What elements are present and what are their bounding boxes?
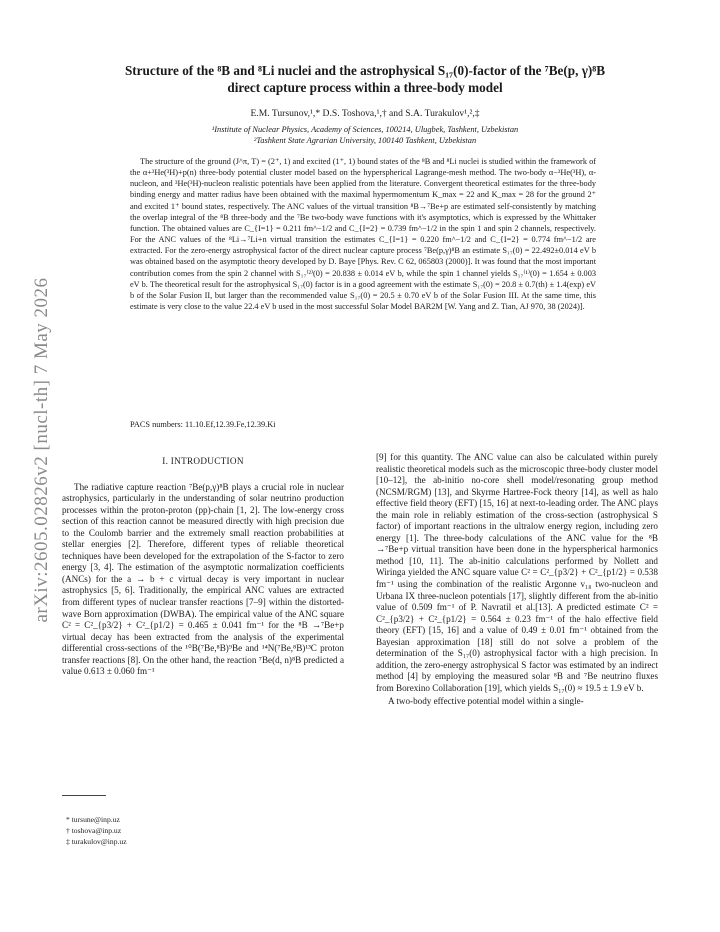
left-column <box>62 452 344 678</box>
title-line-2: direct capture process within a three-body model <box>227 80 503 95</box>
section-heading: I. INTRODUCTION <box>162 456 244 466</box>
pacs-numbers: PACS numbers: 11.10.Ef,12.39.Fe,12.39.Ki <box>130 420 276 429</box>
abstract: The structure of the ground (J^π, T) = (2⁺, 1) and excited (1⁺, 1) bound states of the ⁸B and ⁸Li nuclei is studied within the framework of the α+³He(³H)+p(n) three-body potential cluster model based on the hyperspherical Lagrange-mesh method. The two-body α−³He(³H), α-nucleon, and ³He(³H)-nucleon realistic potentials have been applied from the literature. Convergent theoretical estimates for the three-body binding energy and matter radius have been obtained with the maximal hypermomentum K_max = 22 and K_max = 28 for the ground 2⁺ and excited 1⁺ bound states, respectively. The ANC values of the virtual transition ⁸B→⁷Be+p are estimated self-consistently by matching the overlap integral of the ⁸B three-body and the ⁷Be two-body wave functions with it's asymptotics, which is expressed by the Whittaker function. The obtained values are C_{I=1} = 0.211 fm^−1/2 and C_{I=2} = 0.739 fm^−1/2 in the spin 1 and spin 2 channels, respectively. For the ANC values of the ⁸Li→⁷Li+n virtual transition the estimates C_{I=1} = 0.220 fm^−1/2 and C_{I=2} = 0.774 fm^−1/2 are extracted. For the zero-energy astrophysical factor of the direct nuclear capture process ⁷Be(p,γ)⁸B an estimate S₁₇(0) = 22.492±0.014 eV b was obtained based on the asymptotic theory developed by D. Baye [Phys. Rev. C 62, 065803 (2000)]. It was found that the most important contribution comes from the spin 2 channel with S₁₇⁽²⁾(0) = 20.838 ± 0.014 eV b, while the spin 1 channel yields S₁₇⁽¹⁾(0) = 1.654 ± 0.003 eV b. The theoretical result for the astrophysical S₁₇(0) factor is in a good agreement with the estimate S₁₇(0) = 20.8 ± 0.7(th) ± 1.4(exp) eV b of the Solar Fusion II, but larger than the recommended value S₁₇(0) = 20.5 ± 0.70 eV b of the Solar Fusion III. At the same time, this estimate is very close to the value 22.4 eV b used in the most successful Solar Model BAR2M [W. Yang and Z. Tian, AJ 970, 38 (2024)]. <box>130 157 596 312</box>
arxiv-sidebar-stamp <box>22 240 62 660</box>
footnote-rule <box>62 795 106 796</box>
footnote-email: * tursune@inp.uz <box>66 815 120 824</box>
affiliation-2: ²Tashkent State Agrarian University, 100140 Tashkent, Uzbekistan <box>253 136 477 145</box>
author-list: E.M. Tursunov,¹,* D.S. Toshova,¹,† and S.A. Turakulov¹,²,‡ <box>250 108 480 119</box>
paragraph: [9] for this quantity. The ANC value can also be calculated within purely realistic theoretical models such as the microscopic three-body cluster model [10–12], the ab-initio no-core shell model/resonating group method (NCSM/RGM) [13], and Skyrme Hartree-Fock theory [14], as well as halo effective field theory (EFT) [15, 16] at next-to-leading order. The ANC plays the main role in reliably estimation of the cross-section (astrophysical S factor) of important reactions in the ultralow energy region, including zero energy [1]. The three-body calculations of the ANC value for the ⁸B →⁷Be+p virtual transition have been done in the hyperspherical harmonics method [10, 11]. The ab-initio calculations performed by Nollett and Wiringa yielded the ANC square value C² = C²_{p3/2} + C²_{p1/2} = 0.538 fm⁻¹ using the combination of the realistic Argonne v₁₈ two-nucleon and Urbana IX three-nucleon potentials [17], slightly different from the ab-initio value of 0.509 fm⁻¹ of P. Navratil et al.[13]. A predicted estimate C² = C²_{p3/2} + C²_{p1/2} = 0.564 ± 0.23 fm⁻¹ of the halo effective field theory (EFT) [15, 16] and a value of 0.49 ± 0.01 fm⁻¹ obtained from the Bayesian approximation [18] still do not solve a problem of the determination of the S₁₇(0) astrophysical factor with a high precision. In addition, the zero-energy astrophysical S factor was estimated by an indirect method [4] by employing the measured solar ⁸B and ⁷Be neutrino fluxes from Borexino Collaboration [19], which yields S₁₇(0) ≈ 19.5 ± 1.9 eV b. <box>376 452 658 693</box>
paragraph: A two-body effective potential model within a single- <box>388 696 584 707</box>
footnote-email: † toshova@inp.uz <box>66 825 122 835</box>
footnote-email: ‡ turakulov@inp.uz <box>66 836 127 846</box>
arxiv-identifier: arXiv:2605.02826v2 [nucl-th] 7 May 2026 <box>31 277 52 623</box>
footnotes <box>66 815 316 847</box>
paper-title <box>60 62 670 96</box>
title-line-1: Structure of the ⁸B and ⁸Li nuclei and the astrophysical S₁₇(0)-factor of the ⁷Be(p, γ)⁸B <box>124 63 606 78</box>
paragraph: The radiative capture reaction ⁷Be(p,γ)⁸B plays a crucial role in nuclear astrophysics, particularly in the understanding of solar neutrino production processes within the proton-proton (pp)-chain [1, 2]. The low-energy cross section of this reaction cannot be measured directly with high precision due to the Coulomb barrier and the extremely small reaction probabilities at stellar energies [2]. Therefore, different types of reliable theoretical techniques have been developed for the extrapolation of the S-factor to zero energy [3, 4]. The estimation of the asymptotic normalization coefficients (ANCs) for the a → b + c virtual decay is very important in nuclear astrophysics [5, 6]. Traditionally, the empirical ANC values are extracted from different types of nuclear transfer reactions [7–9] within the distorted-wave Born approximation (DWBA). The empirical value of the ANC square C² = C²_{p3/2} + C²_{p1/2} = 0.465 ± 0.041 fm⁻¹ for the ⁸B →⁷Be+p virtual decay has been extracted from the analysis of the experimental differential cross-sections of the ¹⁰B(⁷Be,⁸B)⁹Be and ¹⁴N(⁷Be,⁸B)¹³C proton transfer reactions [8]. On the other hand, the reaction ⁷Be(d, n)⁸B predicted a value 0.613 ± 0.060 fm⁻¹ <box>62 481 344 677</box>
right-column <box>376 452 658 708</box>
affiliations <box>60 124 670 146</box>
affiliation-1: ¹Institute of Nuclear Physics, Academy of Sciences, 100214, Ulugbek, Tashkent, Uzbekistan <box>211 125 519 134</box>
